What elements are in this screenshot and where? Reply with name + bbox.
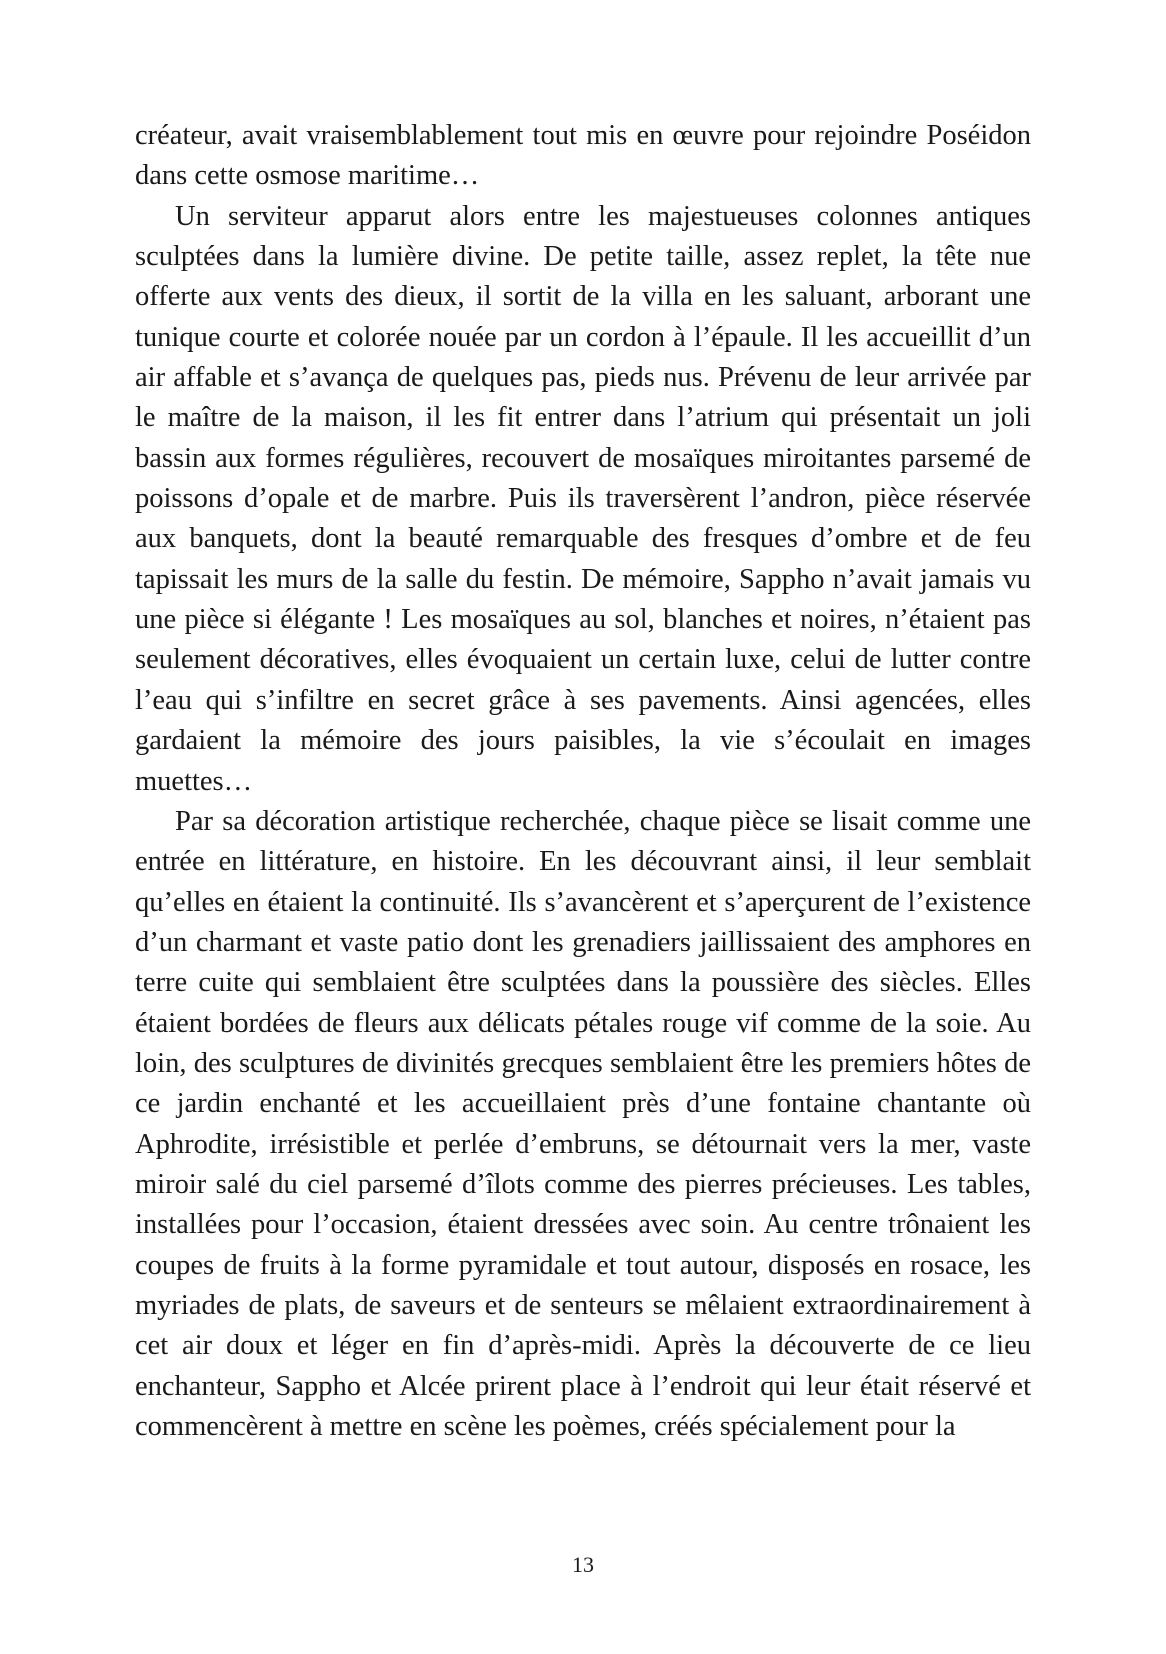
paragraph-servant-arrival: Un serviteur apparut alors entre les majestueuses colonnes antiques sculptées dans la lumière divine. De petite taille, assez replet, la tête nue offerte aux vents des dieux, il sortit de la villa en les saluant, arborant une tunique courte et colorée nouée par un cordon à l’épaule. Il les accueillit d’un air affable et s’avança de quelques pas, pieds nus. Prévenu de leur arrivée par le maître de la maison, il les fit entrer dans l’atrium qui présentait un joli bassin aux formes régulières, recouvert de mosaïques miroitantes parsemé de poissons d’opale et de marbre. Puis ils traversèrent l’andron, pièce réservée aux banquets, dont la beauté remarquable des fresques d’ombre et de feu tapissait les murs de la salle du festin. De mémoire, Sappho n’avait jamais vu une pièce si élégante ! Les mosaïques au sol, blanches et noires, n’étaient pas seulement décoratives, elles évoquaient un certain luxe, celui de lutter contre l’eau qui s’infiltre en secret grâce à ses pavements. Ainsi agencées, elles gardaient la mémoire des jours paisibles, la vie s’écoulait en images muettes… (135, 200, 1031, 797)
body-text (135, 116, 1031, 1447)
paragraph-patio-description: Par sa décoration artistique recherchée, chaque pièce se lisait comme une entrée en littérature, en histoire. En les découvrant ainsi, il leur semblait qu’elles en étaient la continuité. Ils s’avancèrent et s’aperçurent de l’existence d’un charmant et vaste patio dont les grenadiers jaillissaient des amphores en terre cuite qui semblaient être sculptées dans la poussière des siècles. Elles étaient bordées de fleurs aux délicats pétales rouge vif comme de la soie. Au loin, des sculptures de divinités grecques semblaient être les premiers hôtes de ce jardin enchanté et les accueillaient près d’une fontaine chantante où Aphrodite, irrésistible et perlée d’embruns, se détournait vers la mer, vaste miroir salé du ciel parsemé d’îlots comme des pierres précieuses. Les tables, installées pour l’occasion, étaient dressées avec soin. Au centre trônaient les coupes de fruits à la forme pyramidale et tout autour, disposés en rosace, les myriades de plats, de saveurs et de senteurs se mêlaient extraordinairement à cet air doux et léger en fin d’après-midi. Après la découverte de ce lieu enchanteur, Sappho et Alcée prirent place à l’endroit qui leur était réservé et commencèrent à mettre en scène les poèmes, créés spécialement pour la (135, 805, 1031, 1442)
page-number: 13 (572, 1552, 594, 1577)
paragraph-continued: créateur, avait vraisemblablement tout mis en œuvre pour rejoindre Poséidon dans cette osmose maritime… (135, 120, 1031, 192)
